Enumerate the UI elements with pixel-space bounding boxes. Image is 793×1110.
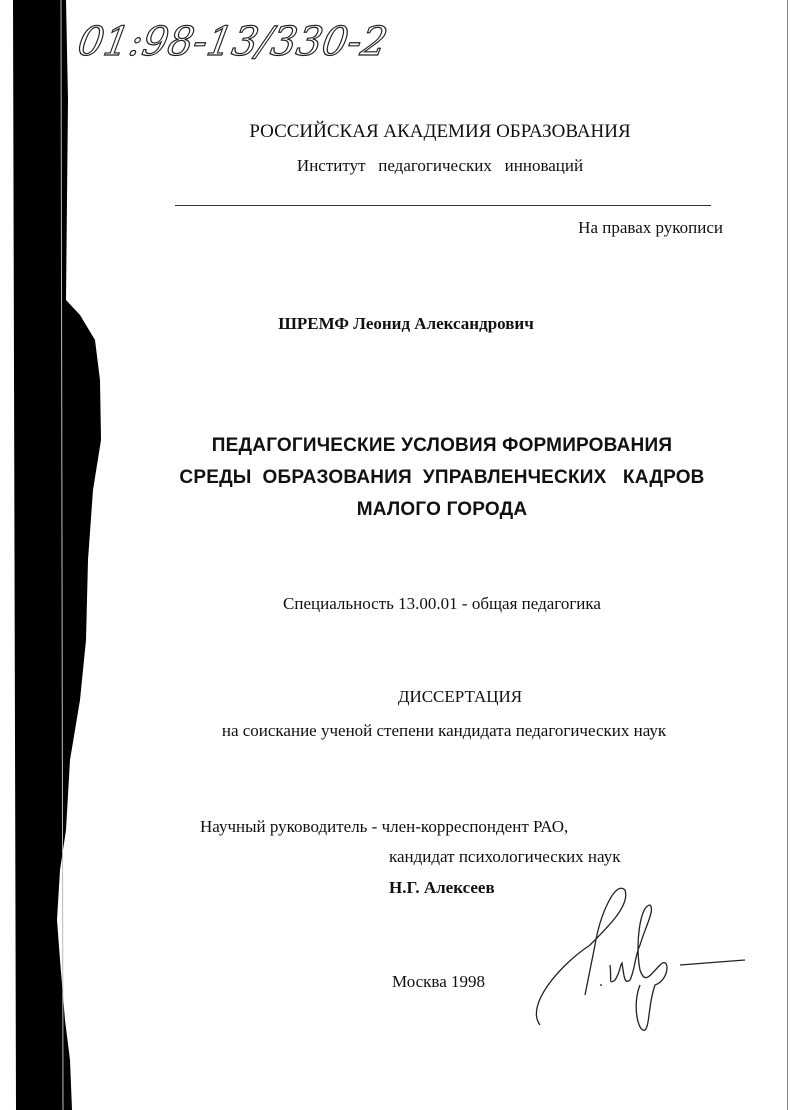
supervisor-title: Научный руководитель - член-корреспондент РАО, xyxy=(200,817,569,836)
title-line-3: МАЛОГО ГОРОДА xyxy=(356,499,528,520)
title-line-1: ПЕДАГОГИЧЕСКИЕ УСЛОВИЯ ФОРМИРОВАНИЯ xyxy=(211,435,673,456)
svg-text:01:98-13/330-2: 01:98-13/330-2 xyxy=(74,18,392,65)
manuscript-note: На правах рукописи xyxy=(578,218,723,237)
author-name: ШРЕМФ Леонид Александрович xyxy=(278,314,534,333)
archive-number-handwritten xyxy=(74,5,392,75)
place-year: Москва 1998 xyxy=(392,972,486,991)
header-divider xyxy=(175,205,711,206)
degree-description: на соискание ученой степени кандидата педагогических наук xyxy=(221,721,667,740)
organization-name: РОССИЙСКАЯ АКАДЕМИЯ ОБРАЗОВАНИЯ xyxy=(249,121,631,142)
title-line-2: СРЕДЫ ОБРАЗОВАНИЯ УПРАВЛЕНЧЕСКИХ КАДРОВ xyxy=(179,467,705,488)
supervisor-name: Н.Г. Алексеев xyxy=(389,878,495,897)
supervisor-degree: кандидат психологических наук xyxy=(389,847,621,866)
author-signature xyxy=(520,885,760,1035)
scan-right-edge xyxy=(787,0,788,1110)
specialty: Специальность 13.00.01 - общая педагогика xyxy=(283,594,601,613)
institute-name: Институт педагогических инноваций xyxy=(296,156,584,175)
work-type: ДИССЕРТАЦИЯ xyxy=(397,687,523,706)
scan-edge-shadow xyxy=(0,0,110,1110)
